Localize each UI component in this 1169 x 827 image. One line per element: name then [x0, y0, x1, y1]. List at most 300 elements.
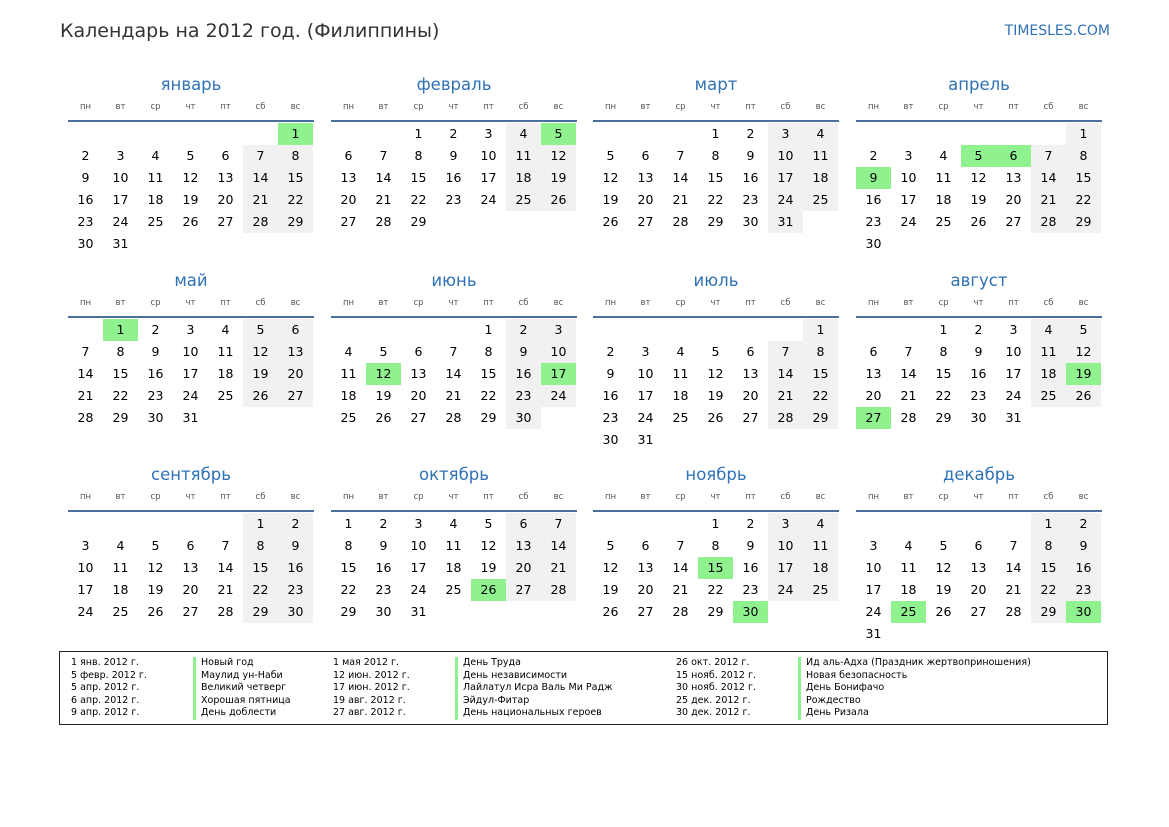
weekday-label: ср	[150, 492, 161, 502]
day-cell: 22	[1066, 189, 1101, 211]
holiday-day: 30	[733, 601, 768, 623]
day-cell: 11	[1031, 341, 1066, 363]
day-cell: 13	[637, 560, 654, 575]
day-cell: 28	[672, 214, 689, 229]
day-cell: 29	[243, 601, 278, 623]
day-cell: 3	[1009, 322, 1018, 337]
day-cell: 1	[803, 319, 838, 341]
weekday-header	[68, 294, 314, 318]
day-cell: 24	[768, 189, 803, 211]
day-cell: 20	[742, 388, 759, 403]
day-cell: 5	[379, 344, 388, 359]
day-cell: 22	[707, 582, 724, 597]
day-cell: 9	[506, 341, 541, 363]
day-cell: 19	[182, 192, 199, 207]
day-cell: 10	[480, 148, 497, 163]
empty-cell	[401, 319, 436, 341]
weekday-label: вт	[378, 102, 389, 112]
legend-date: 9 апр. 2012 г.	[71, 707, 140, 719]
day-cell: 18	[935, 192, 952, 207]
weekday-header	[593, 488, 839, 512]
legend-marker	[193, 682, 196, 695]
day-cell: 13	[182, 560, 199, 575]
day-cell: 7	[676, 148, 685, 163]
month-5	[68, 270, 314, 429]
day-cell: 23	[147, 388, 164, 403]
day-cell: 10	[77, 560, 94, 575]
day-cell: 22	[243, 579, 278, 601]
day-cell: 7	[243, 145, 278, 167]
day-cell: 28	[672, 604, 689, 619]
weekday-label: ср	[413, 102, 424, 112]
weekday-label: вс	[815, 298, 826, 308]
day-cell: 14	[243, 167, 278, 189]
day-cell: 13	[637, 170, 654, 185]
empty-cell	[173, 123, 208, 145]
weekday-label: пт	[1008, 102, 1019, 112]
day-cell: 29	[707, 214, 724, 229]
day-cell: 5	[939, 538, 948, 553]
empty-cell	[593, 123, 628, 145]
legend-date: 30 дек. 2012 г.	[676, 707, 751, 719]
legend-column	[71, 657, 291, 720]
weekday-label: пн	[342, 102, 355, 112]
empty-cell	[961, 123, 996, 145]
day-cell: 23	[602, 410, 619, 425]
day-cell: 28	[1031, 211, 1066, 233]
day-cell: 6	[186, 538, 195, 553]
month-name: июль	[693, 271, 739, 290]
day-grid	[856, 513, 1102, 645]
day-cell: 9	[974, 344, 983, 359]
day-cell: 8	[803, 341, 838, 363]
day-grid	[331, 513, 577, 623]
day-cell: 10	[768, 535, 803, 557]
month-name: май	[174, 271, 208, 290]
day-cell: 19	[970, 192, 987, 207]
day-cell: 28	[243, 211, 278, 233]
day-cell: 28	[768, 407, 803, 429]
day-cell: 21	[672, 192, 689, 207]
legend-holiday-name: Хорошая пятница	[201, 694, 291, 706]
weekday-label: пн	[867, 298, 880, 308]
weekday-label: пн	[604, 492, 617, 502]
day-cell: 7	[449, 344, 458, 359]
legend-holiday-name: День доблести	[201, 707, 277, 719]
day-cell: 9	[449, 148, 458, 163]
day-cell: 6	[278, 319, 313, 341]
legend-date: 25 дек. 2012 г.	[676, 694, 751, 706]
holiday-day: 5	[961, 145, 996, 167]
day-cell: 21	[1005, 582, 1022, 597]
empty-cell	[68, 123, 103, 145]
day-grid	[68, 513, 314, 623]
weekday-header	[68, 488, 314, 512]
day-cell: 15	[243, 557, 278, 579]
holiday-day: 17	[541, 363, 576, 385]
day-cell: 13	[506, 535, 541, 557]
legend-item	[71, 707, 291, 720]
weekday-label: пн	[342, 492, 355, 502]
day-cell: 27	[217, 214, 234, 229]
day-cell: 11	[506, 145, 541, 167]
legend-item	[333, 657, 613, 670]
month-11	[593, 464, 839, 623]
weekday-label: пт	[220, 102, 231, 112]
day-cell: 8	[711, 538, 720, 553]
legend-date: 17 июн. 2012 г.	[333, 682, 410, 694]
holiday-legend	[59, 651, 1108, 725]
legend-date: 15 нояб. 2012 г.	[676, 669, 756, 681]
day-cell: 23	[375, 582, 392, 597]
weekday-header	[331, 488, 577, 512]
weekday-label: пт	[483, 298, 494, 308]
legend-marker	[193, 707, 196, 720]
legend-holiday-name: Рождество	[806, 694, 861, 706]
day-grid	[593, 123, 839, 233]
day-cell: 14	[1031, 167, 1066, 189]
day-cell: 23	[865, 214, 882, 229]
day-cell: 4	[904, 538, 913, 553]
weekday-label: пт	[483, 492, 494, 502]
day-cell: 8	[344, 538, 353, 553]
day-cell: 21	[900, 388, 917, 403]
legend-item	[333, 707, 613, 720]
day-cell: 23	[970, 388, 987, 403]
day-cell: 9	[746, 538, 755, 553]
day-cell: 2	[606, 344, 615, 359]
day-cell: 22	[935, 388, 952, 403]
month-name: декабрь	[942, 465, 1015, 484]
empty-cell	[698, 319, 733, 341]
day-cell: 7	[676, 538, 685, 553]
day-cell: 24	[112, 214, 129, 229]
weekday-label: ср	[413, 298, 424, 308]
weekday-label: пн	[867, 102, 880, 112]
day-cell: 10	[768, 145, 803, 167]
weekday-label: ср	[150, 298, 161, 308]
day-cell: 3	[414, 516, 423, 531]
day-cell: 21	[445, 388, 462, 403]
weekday-label: чт	[185, 492, 196, 502]
weekday-label: чт	[448, 102, 459, 112]
weekday-label: вт	[903, 492, 914, 502]
weekday-header	[856, 488, 1102, 512]
day-cell: 20	[340, 192, 357, 207]
legend-date: 26 окт. 2012 г.	[676, 657, 750, 668]
weekday-label: чт	[448, 492, 459, 502]
weekday-label: сб	[255, 298, 266, 308]
empty-cell	[103, 123, 138, 145]
day-cell: 5	[606, 538, 615, 553]
day-cell: 15	[1031, 557, 1066, 579]
weekday-label: вт	[640, 492, 651, 502]
legend-holiday-name: День независимости	[463, 669, 568, 681]
day-grid	[856, 319, 1102, 429]
weekday-label: чт	[973, 102, 984, 112]
day-cell: 27	[182, 604, 199, 619]
day-cell: 28	[541, 579, 576, 601]
day-cell: 4	[803, 123, 838, 145]
month-name: ноябрь	[685, 465, 747, 484]
day-cell: 12	[480, 538, 497, 553]
day-cell: 15	[480, 366, 497, 381]
day-cell: 8	[711, 148, 720, 163]
day-cell: 27	[340, 214, 357, 229]
weekday-label: чт	[448, 298, 459, 308]
month-10	[331, 464, 577, 623]
day-cell: 22	[707, 192, 724, 207]
weekday-label: вс	[815, 102, 826, 112]
day-cell: 16	[742, 560, 759, 575]
weekday-label: пн	[79, 492, 92, 502]
day-cell: 24	[637, 410, 654, 425]
weekday-label: сб	[780, 492, 791, 502]
month-name: сентябрь	[151, 465, 231, 484]
day-cell: 22	[112, 388, 129, 403]
day-cell: 29	[112, 410, 129, 425]
day-cell: 26	[935, 604, 952, 619]
weekday-label: сб	[255, 492, 266, 502]
day-cell: 27	[637, 604, 654, 619]
day-cell: 3	[768, 513, 803, 535]
legend-date: 1 янв. 2012 г.	[71, 657, 139, 668]
day-cell: 3	[768, 123, 803, 145]
empty-cell	[733, 319, 768, 341]
day-cell: 17	[768, 167, 803, 189]
holiday-day: 19	[1066, 363, 1101, 385]
day-cell: 11	[672, 366, 689, 381]
legend-holiday-name: День Ризала	[806, 707, 869, 719]
day-cell: 2	[974, 322, 983, 337]
day-cell: 3	[869, 538, 878, 553]
day-cell: 16	[278, 557, 313, 579]
day-cell: 26	[375, 410, 392, 425]
weekday-label: ср	[675, 492, 686, 502]
day-cell: 4	[344, 344, 353, 359]
day-cell: 17	[865, 582, 882, 597]
empty-cell	[593, 513, 628, 535]
day-cell: 30	[375, 604, 392, 619]
day-cell: 13	[970, 560, 987, 575]
day-cell: 21	[672, 582, 689, 597]
day-cell: 27	[742, 410, 759, 425]
day-cell: 4	[939, 148, 948, 163]
day-cell: 19	[243, 363, 278, 385]
day-cell: 11	[147, 170, 164, 185]
day-cell: 14	[375, 170, 392, 185]
day-cell: 1	[711, 126, 720, 141]
weekday-label: пт	[483, 102, 494, 112]
day-cell: 26	[182, 214, 199, 229]
empty-cell	[1031, 123, 1066, 145]
day-cell: 5	[606, 148, 615, 163]
day-cell: 11	[935, 170, 952, 185]
day-cell: 1	[711, 516, 720, 531]
month-8	[856, 270, 1102, 429]
day-cell: 15	[112, 366, 129, 381]
day-cell: 4	[506, 123, 541, 145]
day-cell: 2	[449, 126, 458, 141]
day-cell: 17	[182, 366, 199, 381]
day-cell: 26	[970, 214, 987, 229]
day-grid	[68, 123, 314, 255]
day-cell: 13	[410, 366, 427, 381]
day-cell: 30	[602, 432, 619, 447]
day-cell: 7	[81, 344, 90, 359]
empty-cell	[891, 513, 926, 535]
weekday-label: пт	[1008, 492, 1019, 502]
day-cell: 14	[217, 560, 234, 575]
weekday-label: чт	[973, 298, 984, 308]
day-cell: 12	[147, 560, 164, 575]
empty-cell	[768, 319, 803, 341]
day-grid	[331, 319, 577, 429]
day-cell: 14	[77, 366, 94, 381]
day-cell: 1	[1031, 513, 1066, 535]
day-cell: 21	[77, 388, 94, 403]
empty-cell	[856, 123, 891, 145]
day-cell: 18	[445, 560, 462, 575]
day-cell: 16	[77, 192, 94, 207]
weekday-label: вс	[290, 298, 301, 308]
legend-holiday-name: Эйдул-Фитар	[463, 694, 530, 706]
day-cell: 31	[865, 626, 882, 641]
weekday-label: сб	[1043, 102, 1054, 112]
day-cell: 19	[707, 388, 724, 403]
day-cell: 2	[1066, 513, 1101, 535]
day-cell: 10	[182, 344, 199, 359]
day-cell: 10	[410, 538, 427, 553]
day-cell: 28	[77, 410, 94, 425]
day-grid	[68, 319, 314, 429]
day-cell: 30	[278, 601, 313, 623]
day-cell: 20	[278, 363, 313, 385]
weekday-label: вс	[1078, 298, 1089, 308]
legend-item	[676, 707, 1031, 720]
day-cell: 22	[1031, 579, 1066, 601]
day-cell: 11	[112, 560, 129, 575]
weekday-label: сб	[780, 102, 791, 112]
legend-item	[71, 695, 291, 708]
day-cell: 4	[803, 513, 838, 535]
day-cell: 6	[344, 148, 353, 163]
day-cell: 18	[803, 167, 838, 189]
site-link[interactable]: TIMESLES.COM	[1004, 23, 1110, 39]
day-cell: 17	[480, 170, 497, 185]
day-grid	[593, 513, 839, 623]
day-cell: 23	[506, 385, 541, 407]
day-cell: 18	[217, 366, 234, 381]
weekday-label: чт	[710, 102, 721, 112]
weekday-label: ср	[675, 298, 686, 308]
weekday-label: чт	[710, 298, 721, 308]
day-cell: 26	[243, 385, 278, 407]
day-cell: 24	[77, 604, 94, 619]
day-cell: 13	[865, 366, 882, 381]
month-name: февраль	[416, 75, 492, 94]
day-cell: 19	[602, 582, 619, 597]
empty-cell	[68, 513, 103, 535]
day-cell: 31	[637, 432, 654, 447]
weekday-label: вт	[903, 298, 914, 308]
day-cell: 23	[742, 192, 759, 207]
day-cell: 29	[278, 211, 313, 233]
day-cell: 9	[278, 535, 313, 557]
holiday-day: 12	[366, 363, 401, 385]
weekday-label: чт	[185, 298, 196, 308]
day-cell: 9	[1066, 535, 1101, 557]
legend-marker	[798, 670, 801, 683]
weekday-label: пт	[745, 298, 756, 308]
day-cell: 15	[1066, 167, 1101, 189]
day-cell: 21	[217, 582, 234, 597]
day-cell: 16	[445, 170, 462, 185]
day-cell: 2	[869, 148, 878, 163]
legend-holiday-name: День национальных героев	[463, 707, 602, 719]
day-cell: 12	[1066, 341, 1101, 363]
holiday-day: 1	[103, 319, 138, 341]
day-cell: 27	[970, 604, 987, 619]
weekday-label: ср	[413, 492, 424, 502]
day-cell: 7	[541, 513, 576, 535]
day-cell: 31	[112, 236, 129, 251]
weekday-header	[68, 98, 314, 122]
legend-marker	[455, 707, 458, 720]
empty-cell	[891, 319, 926, 341]
month-12	[856, 464, 1102, 645]
day-cell: 20	[506, 557, 541, 579]
day-cell: 16	[1066, 557, 1101, 579]
day-cell: 15	[278, 167, 313, 189]
weekday-label: ср	[938, 298, 949, 308]
weekday-label: вт	[115, 492, 126, 502]
weekday-label: пт	[220, 298, 231, 308]
day-cell: 20	[637, 582, 654, 597]
legend-marker	[193, 670, 196, 683]
day-cell: 27	[278, 385, 313, 407]
day-cell: 22	[340, 582, 357, 597]
weekday-label: вт	[640, 102, 651, 112]
day-cell: 6	[506, 513, 541, 535]
day-cell: 27	[637, 214, 654, 229]
day-cell: 7	[1031, 145, 1066, 167]
day-cell: 5	[1066, 319, 1101, 341]
day-cell: 18	[803, 557, 838, 579]
weekday-label: сб	[1043, 298, 1054, 308]
weekday-header	[856, 294, 1102, 318]
day-cell: 28	[1005, 604, 1022, 619]
day-cell: 5	[243, 319, 278, 341]
legend-holiday-name: Ид аль-Адха (Праздник жертвоприношения)	[806, 657, 1031, 668]
day-cell: 23	[742, 582, 759, 597]
weekday-label: вт	[115, 102, 126, 112]
day-cell: 19	[375, 388, 392, 403]
holiday-day: 26	[471, 579, 506, 601]
page-title: Календарь на 2012 год. (Филиппины)	[60, 20, 440, 42]
day-cell: 13	[340, 170, 357, 185]
day-cell: 28	[900, 410, 917, 425]
day-cell: 4	[1031, 319, 1066, 341]
empty-cell	[996, 513, 1031, 535]
weekday-label: чт	[185, 102, 196, 112]
legend-marker	[798, 682, 801, 695]
empty-cell	[891, 123, 926, 145]
legend-marker	[455, 695, 458, 708]
day-cell: 8	[939, 344, 948, 359]
empty-cell	[663, 123, 698, 145]
day-cell: 25	[935, 214, 952, 229]
